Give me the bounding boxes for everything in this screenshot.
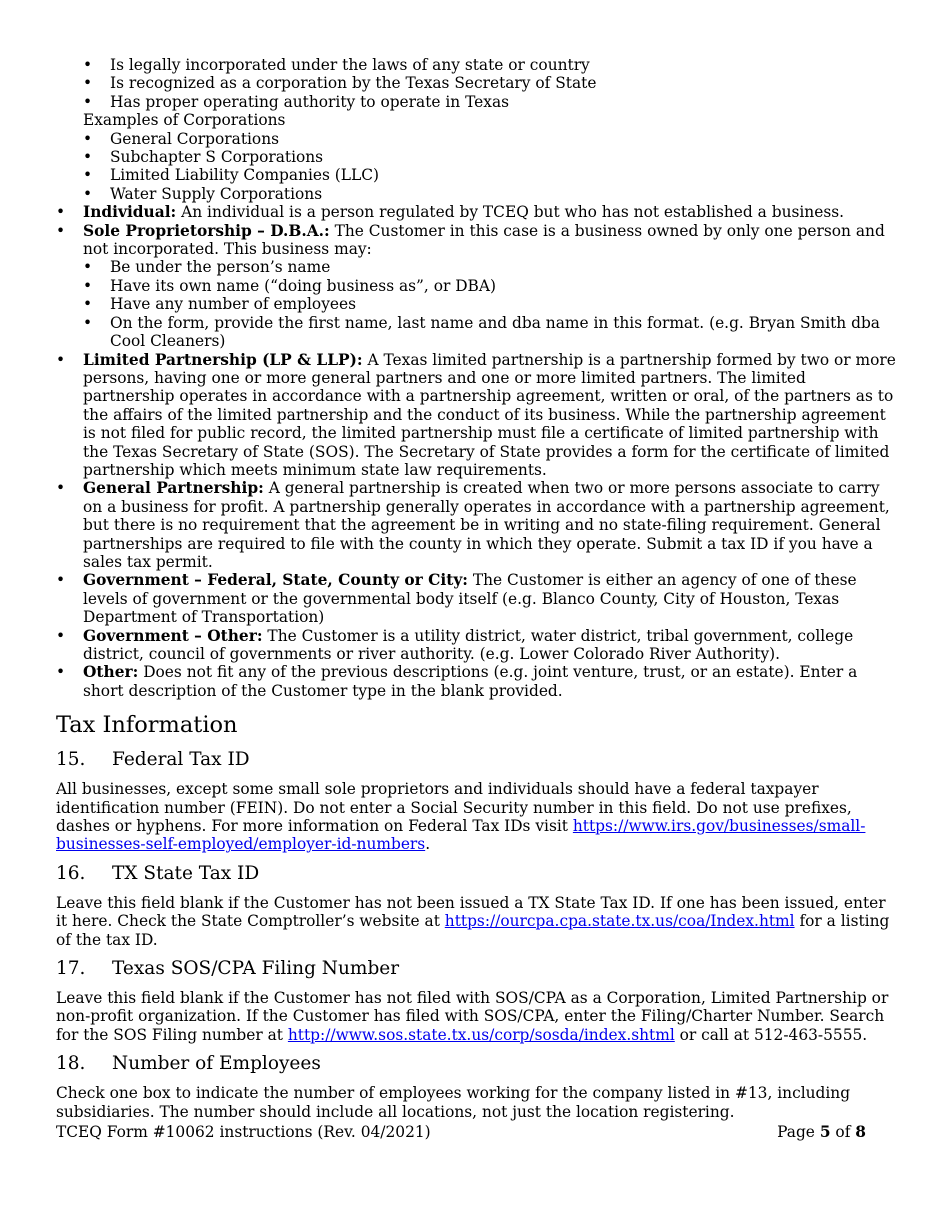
customer-type-limited-partnership bbox=[56, 351, 896, 480]
section-title: Number of Employees bbox=[112, 1053, 321, 1075]
body-text: for a listing of the tax ID. bbox=[56, 912, 890, 949]
section-15-body bbox=[56, 780, 896, 854]
body-text: All businesses, except some small sole proprietors and individuals should have a federal taxpayer identification number (FEIN). Do not enter a Social Security number in this field. Do not use prefixes, dashes or hyphens. For more information on Federal Tax IDs visit bbox=[56, 780, 852, 836]
customer-type-government-other bbox=[56, 627, 896, 664]
corporation-examples-list bbox=[56, 130, 896, 204]
list-item: • Water Supply Corporations bbox=[83, 185, 896, 203]
section-17-body bbox=[56, 989, 896, 1044]
term: Individual: bbox=[83, 203, 177, 222]
comptroller-link[interactable]: https://ourcpa.cpa.state.tx.us/coa/Index.html bbox=[444, 912, 795, 931]
term: General Partnership: bbox=[83, 479, 264, 498]
section-number: 18. bbox=[56, 1053, 86, 1075]
term: Sole Proprietorship – D.B.A.: bbox=[83, 221, 330, 240]
body-text: Leave this field blank if the Customer has not filed with SOS/CPA as a Corporation, Limited Partnership or non-profit organization. If the Customer has filed with SOS/CPA, enter the Filing/Charter Number. Search for the SOS Filing number at bbox=[56, 989, 889, 1044]
list-item: • Has proper operating authority to operate in Texas bbox=[83, 93, 896, 111]
customer-type-sole-proprietorship bbox=[56, 222, 896, 259]
of-label: of bbox=[830, 1123, 856, 1141]
current-page: 5 bbox=[819, 1123, 831, 1141]
list-item: • On the form, provide the first name, last name and dba name in this format. (e.g. Bryan Smith dba Cool Cleaners) bbox=[83, 314, 896, 351]
examples-heading: Examples of Corporations bbox=[83, 111, 286, 130]
page-footer bbox=[56, 1123, 866, 1143]
description: A Texas limited partnership is a partnership formed by two or more persons, having one or more general partners and one or more limited partners. The limited partnership operates in accordance with a partnership agreement, written or oral, of the partners as to the affairs of the limited partnership and the conduct of its business. While the partnership agreement is not filed for public record, the limited partnership must file a certificate of limited partnership with the Texas Secretary of State (SOS). The Secretary of State provides a form for the certificate of limited partnership which meets minimum state law requirements. bbox=[83, 350, 896, 479]
section-title: Texas SOS/CPA Filing Number bbox=[112, 958, 400, 980]
description: Does not fit any of the previous descriptions (e.g. joint venture, trust, or an estate). Enter a short description of the Customer type in the blank provided. bbox=[83, 663, 858, 700]
sole-proprietorship-list bbox=[56, 258, 896, 350]
section-number: 16. bbox=[56, 862, 86, 884]
list-item: • Subchapter S Corporations bbox=[83, 148, 896, 166]
list-item: • General Corporations bbox=[83, 130, 896, 148]
list-item: • Be under the person’s name bbox=[83, 258, 896, 276]
description: The Customer is a utility district, water district, tribal government, college district, council of governments or river authority. (e.g. Lower Colorado River Authority). bbox=[83, 626, 854, 663]
list-item: • Have any number of employees bbox=[83, 295, 896, 313]
list-item: • Is recognized as a corporation by the Texas Secretary of State bbox=[83, 74, 896, 92]
description: The Customer is either an agency of one of these levels of government or the governmental body itself (e.g. Blanco County, City of Houston, Texas Department of Transportation) bbox=[83, 571, 857, 627]
section-title: Federal Tax ID bbox=[112, 749, 250, 771]
tax-information-heading: Tax Information bbox=[56, 712, 238, 739]
body-text: Leave this field blank if the Customer has not been issued a TX State Tax ID. If one has been issued, enter it here. Check the State Comptroller’s website at bbox=[56, 893, 886, 931]
body-text: . bbox=[425, 835, 431, 854]
sos-link[interactable]: http://www.sos.state.tx.us/corp/sosda/index.shtml bbox=[287, 1025, 675, 1044]
description: The Customer in this case is a business owned by only one person and not incorporated. This business may: bbox=[83, 221, 885, 259]
list-item: • Have its own name (“doing business as”, or DBA) bbox=[83, 277, 896, 295]
term: Other: bbox=[83, 663, 139, 682]
section-16-heading bbox=[56, 861, 896, 887]
section-number: 17. bbox=[56, 958, 86, 980]
page-label: Page bbox=[777, 1123, 820, 1141]
irs-ein-link[interactable]: https://www.irs.gov/businesses/small-businesses-self-employed/employer-id-numbers bbox=[56, 817, 866, 854]
term: Limited Partnership (LP & LLP): bbox=[83, 350, 363, 369]
document-page bbox=[56, 56, 896, 1121]
body-text: or call at 512-463-5555. bbox=[674, 1025, 868, 1044]
section-number: 15. bbox=[56, 749, 86, 771]
form-reference: TCEQ Form #10062 instructions (Rev. 04/2021) bbox=[56, 1123, 431, 1141]
section-18-heading bbox=[56, 1051, 896, 1077]
customer-type-individual bbox=[56, 203, 896, 221]
section-18-body: Check one box to indicate the number of employees working for the company listed in #13, including subsidiaries. The number should include all locations, not just the location registering. bbox=[56, 1084, 851, 1121]
list-item: • Limited Liability Companies (LLC) bbox=[83, 166, 896, 184]
corporation-criteria-list bbox=[56, 56, 896, 111]
term: Government – Other: bbox=[83, 626, 263, 645]
section-16-body bbox=[56, 894, 896, 949]
customer-type-other bbox=[56, 663, 896, 700]
customer-type-government-federal bbox=[56, 571, 896, 626]
description: An individual is a person regulated by TCEQ but who has not established a business. bbox=[176, 203, 845, 222]
description: A general partnership is created when two or more persons associate to carry on a business for profit. A partnership generally operates in accordance with a partnership agreement, but there is no requirement that the agreement be in writing and no state-filing requirement. General partnerships are required to file with the county in which they operate. Submit a tax ID if you have a sales tax permit. bbox=[83, 479, 890, 571]
page-number bbox=[777, 1123, 866, 1141]
section-17-heading bbox=[56, 956, 896, 982]
section-15-heading bbox=[56, 747, 896, 773]
section-title: TX State Tax ID bbox=[112, 862, 260, 884]
customer-type-general-partnership bbox=[56, 479, 896, 571]
list-item: • Is legally incorporated under the laws of any state or country bbox=[83, 56, 896, 74]
term: Government – Federal, State, County or City: bbox=[83, 571, 468, 590]
customer-type-list-continued bbox=[56, 351, 896, 701]
total-pages: 8 bbox=[855, 1123, 866, 1141]
customer-type-list bbox=[56, 203, 896, 258]
